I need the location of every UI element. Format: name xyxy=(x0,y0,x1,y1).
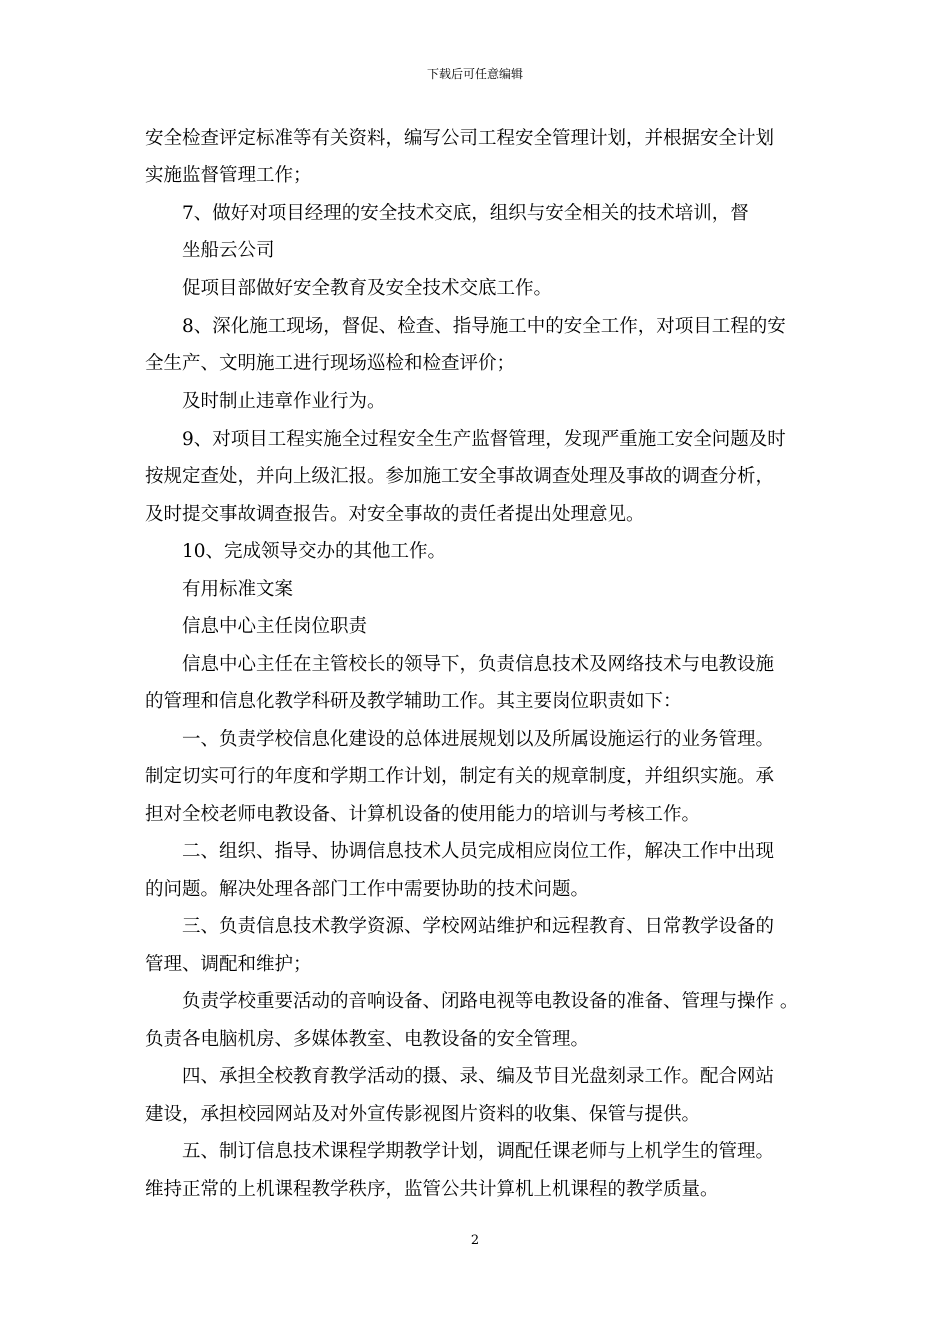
text-line: 三、负责信息技术教学资源、学校网站维护和远程教育、日常教学设备的 xyxy=(182,916,775,937)
text-line: 负责学校重要活动的音响设备、闭路电视等电教设备的准备、管理与操作 。 xyxy=(182,991,799,1012)
text-line: 7、做好对项目经理的安全技术交底，组织与安全相关的技术培训，督 xyxy=(182,203,749,224)
text-line: 维持正常的上机课程教学秩序，监管公共计算机上机课程的教学质量。 xyxy=(145,1179,719,1200)
page-header: 下载后可任意编辑 xyxy=(426,67,523,81)
text-line: 一、负责学校信息化建设的总体进展规划以及所属设施运行的业务管理。 xyxy=(182,729,775,750)
text-line: 管理、调配和维护； xyxy=(145,954,312,975)
text-line: 二、组织、指导、协调信息技术人员完成相应岗位工作，解决工作中出现 xyxy=(182,841,775,862)
text-line: 及时提交事故调查报告。对安全事故的责任者提出处理意见。 xyxy=(145,504,645,525)
text-line: 担对全校老师电教设备、计算机设备的使用能力的培训与考核工作。 xyxy=(145,804,701,825)
page-number: 2 xyxy=(470,1233,480,1248)
text-line: 信息中心主任在主管校长的领导下，负责信息技术及网络技术与电教设施 xyxy=(182,654,775,675)
text-line: 及时制止违章作业行为。 xyxy=(182,391,386,412)
text-line: 按规定查处，并向上级汇报。参加施工安全事故调查处理及事故的调查分析， xyxy=(145,466,775,487)
text-line: 四、承担全校教育教学活动的摄、录、编及节目光盘刻录工作。配合网站 xyxy=(182,1066,775,1087)
text-line: 制定切实可行的年度和学期工作计划，制定有关的规章制度，并组织实施。承 xyxy=(145,766,775,787)
section-title: 信息中心主任岗位职责 xyxy=(182,616,368,637)
text-line: 负责各电脑机房、多媒体教室、电教设备的安全管理。 xyxy=(145,1029,590,1050)
text-line: 9、对项目工程实施全过程安全生产监督管理，发现严重施工安全问题及时 xyxy=(182,429,786,450)
text-line: 8、深化施工现场，督促、检查、指导施工中的安全工作，对项目工程的安 xyxy=(182,316,786,337)
text-line: 坐船云公司 xyxy=(182,240,275,261)
text-line: 全生产、文明施工进行现场巡检和检查评价； xyxy=(145,353,516,374)
text-line: 促项目部做好安全教育及安全技术交底工作。 xyxy=(182,278,553,299)
text-line: 实施监督管理工作； xyxy=(145,165,312,186)
text-line: 的问题。解决处理各部门工作中需要协助的技术问题。 xyxy=(145,879,590,900)
text-line: 有用标准文案 xyxy=(182,579,294,600)
text-line: 10、完成领导交办的其他工作。 xyxy=(182,541,447,562)
text-line: 建设，承担校园网站及对外宣传影视图片资料的收集、保管与提供。 xyxy=(145,1104,701,1125)
text-line: 安全检查评定标准等有关资料，编写公司工程安全管理计划，并根据安全计划 xyxy=(145,128,775,149)
text-line: 的管理和信息化教学科研及教学辅助工作。其主要岗位职责如下： xyxy=(145,691,682,712)
text-line: 五、制订信息技术课程学期教学计划，调配任课老师与上机学生的管理。 xyxy=(182,1141,775,1162)
